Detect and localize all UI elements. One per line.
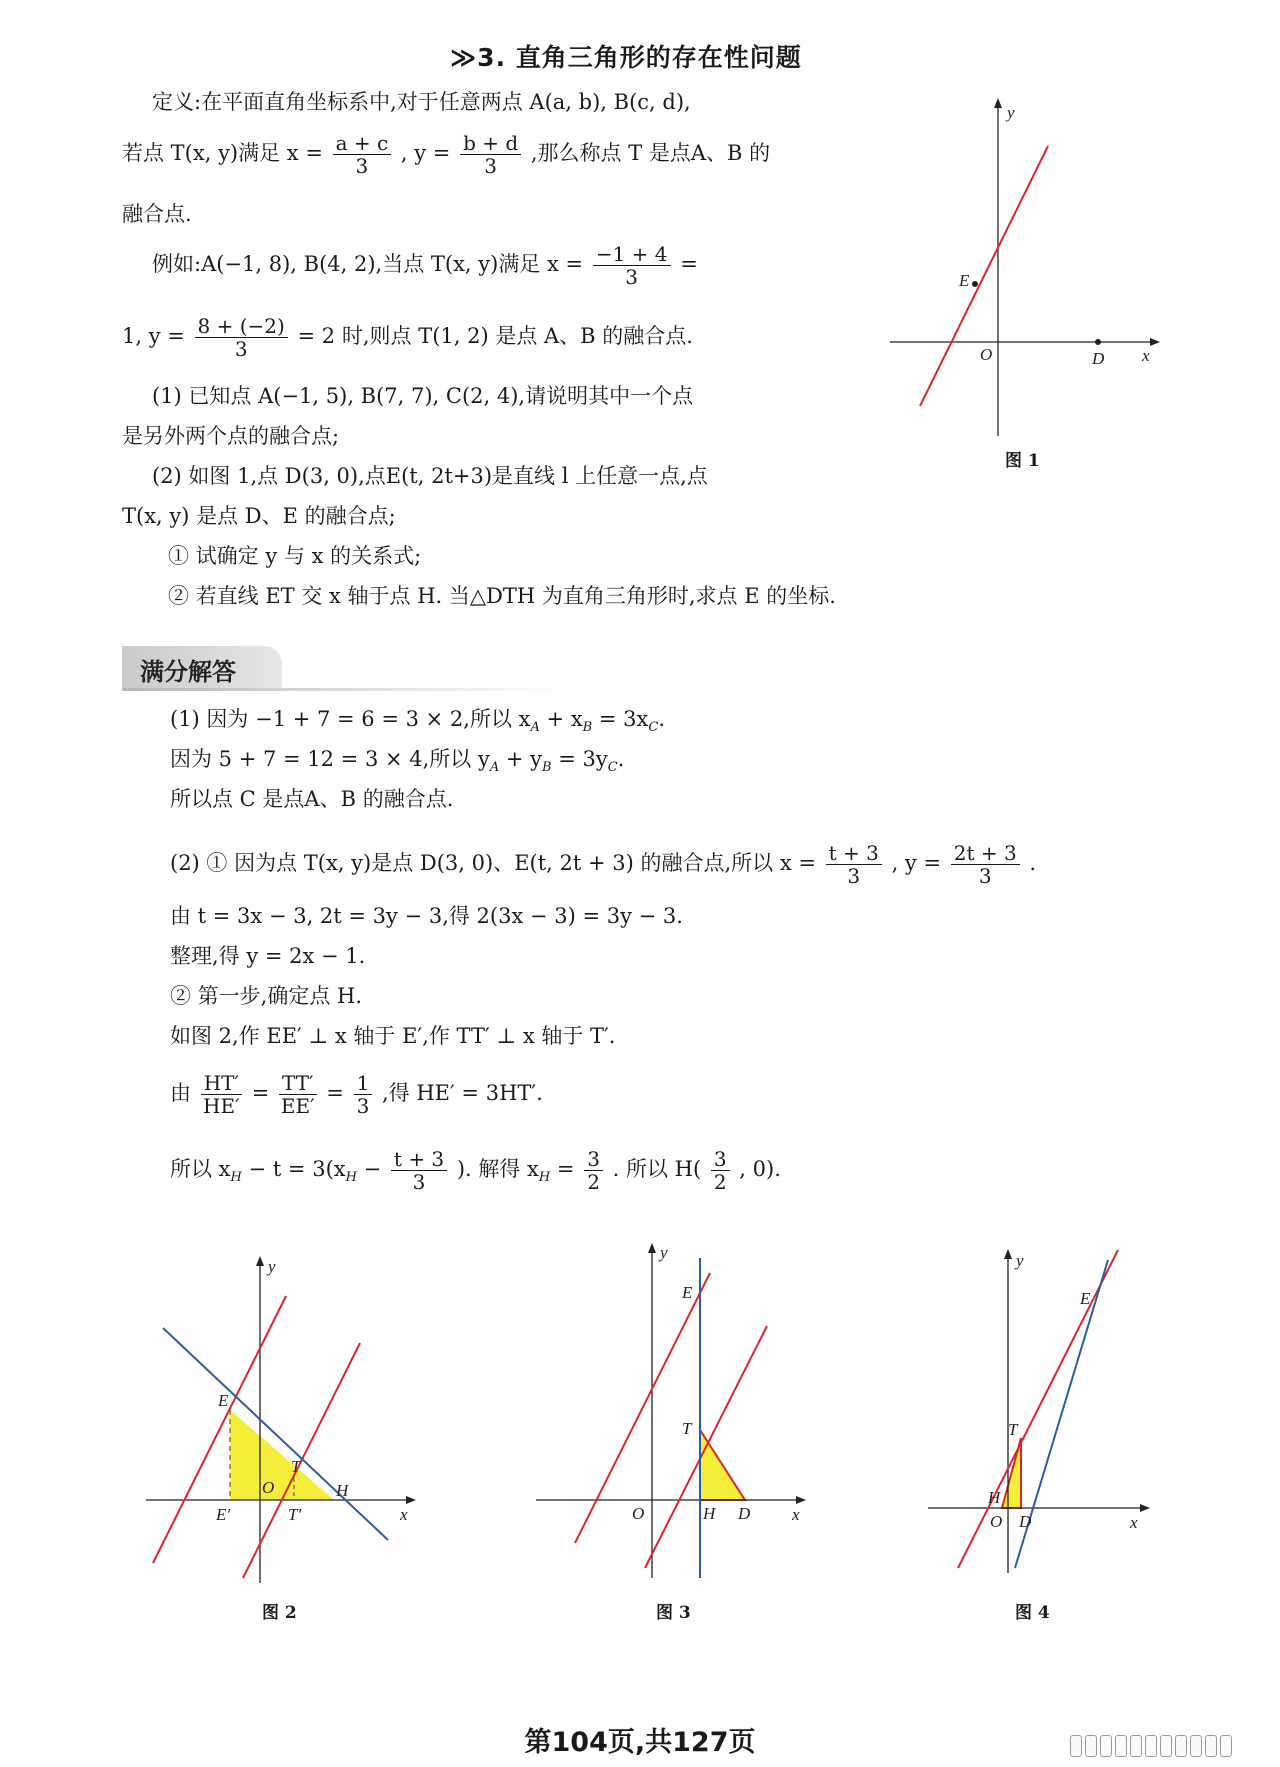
subscript: B bbox=[582, 720, 593, 735]
sol-text: = bbox=[326, 1081, 344, 1105]
subscript: C bbox=[648, 720, 659, 735]
frac-den: EE′ bbox=[280, 1094, 315, 1118]
definition-line-3: 融合点. bbox=[122, 202, 192, 226]
label-d: D bbox=[738, 1504, 751, 1523]
frac-den: HE′ bbox=[203, 1094, 240, 1118]
frac-num: a + c bbox=[333, 132, 392, 155]
label-t: T bbox=[291, 1457, 301, 1476]
subscript: H bbox=[230, 1170, 242, 1185]
red-line bbox=[958, 1250, 1118, 1568]
question-1-line-1: (1) 已知点 A(−1, 5), B(7, 7), C(2, 4),请说明其中一个点 bbox=[152, 384, 694, 408]
sol-text: ). 解得 x bbox=[456, 1157, 539, 1181]
frac-num: 2t + 3 bbox=[951, 842, 1020, 865]
subscript: H bbox=[345, 1170, 357, 1185]
frac-num: b + d bbox=[460, 132, 521, 155]
figure-2 bbox=[138, 1248, 438, 1598]
red-line-1 bbox=[575, 1273, 710, 1543]
sol-text: . bbox=[1029, 851, 1037, 875]
y-arrow bbox=[256, 1256, 264, 1266]
sol-text: − t = 3(x bbox=[241, 1157, 346, 1181]
sol-text: . 所以 H( bbox=[612, 1157, 702, 1181]
example-line-1 bbox=[152, 243, 698, 288]
frac-num: TT′ bbox=[279, 1072, 317, 1095]
question-2-line-2: T(x, y) 是点 D、E 的融合点; bbox=[122, 504, 396, 528]
page-footer: 第104页,共127页 bbox=[524, 1727, 756, 1758]
figure-1 bbox=[880, 96, 1170, 476]
frac-num: t + 3 bbox=[826, 842, 882, 865]
section-header: 满分解答 bbox=[140, 658, 236, 686]
y-arrow bbox=[1004, 1249, 1012, 1259]
label-x: x bbox=[1130, 1513, 1138, 1532]
subscript: C bbox=[607, 760, 618, 775]
def-text-b: , y = bbox=[400, 141, 451, 165]
label-o: O bbox=[632, 1504, 645, 1523]
label-x: x bbox=[792, 1505, 800, 1524]
line-l bbox=[920, 146, 1048, 406]
example-line-2 bbox=[122, 315, 693, 360]
sol-text: = 3x bbox=[592, 707, 649, 731]
label-e: E bbox=[1080, 1289, 1091, 1308]
point-e bbox=[972, 281, 978, 287]
fraction-a-plus-c bbox=[333, 132, 392, 177]
section-header-underline bbox=[122, 688, 562, 691]
fraction-three-halves bbox=[584, 1148, 603, 1193]
ex-text-d: = 2 时,则点 T(1, 2) 是点 A、B 的融合点. bbox=[297, 324, 693, 348]
figure-3-caption: 图 3 bbox=[656, 1603, 691, 1623]
frac-num: 1 bbox=[354, 1072, 373, 1095]
figure-3 bbox=[530, 1238, 820, 1593]
subscript: A bbox=[489, 760, 500, 775]
sol-text: (2) ① 因为点 T(x, y)是点 D(3, 0)、E(t, 2t + 3) 的融合点,所以 x = bbox=[170, 851, 816, 875]
figure-4-caption: 图 4 bbox=[1015, 1603, 1050, 1623]
fraction-one-third bbox=[354, 1072, 373, 1117]
solution-line-6: 整理,得 y = 2x − 1. bbox=[170, 944, 366, 968]
ex-text-c: 1, y = bbox=[122, 324, 185, 348]
solution-line-4 bbox=[170, 842, 1036, 887]
x-arrow bbox=[1140, 1504, 1150, 1512]
definition-line-2 bbox=[122, 132, 770, 177]
label-o: O bbox=[980, 345, 993, 364]
label-e: E bbox=[218, 1391, 229, 1410]
solution-line-1 bbox=[170, 705, 665, 742]
triangle-fill bbox=[230, 1410, 334, 1500]
frac-num: 8 + (−2) bbox=[195, 315, 288, 338]
triangle-dth bbox=[700, 1430, 745, 1500]
label-o: O bbox=[262, 1478, 275, 1497]
sol-text: (1) 因为 −1 + 7 = 6 = 3 × 2,所以 x bbox=[170, 707, 531, 731]
fraction-example-x bbox=[593, 243, 671, 288]
label-d: D bbox=[1092, 349, 1105, 368]
label-d: D bbox=[1019, 1512, 1032, 1531]
question-2-sub-2: ② 若直线 ET 交 x 轴于点 H. 当△DTH 为直角三角形时,求点 E 的坐标. bbox=[168, 584, 836, 608]
question-2-line-1: (2) 如图 1,点 D(3, 0),点E(t, 2t+3)是直线 l 上任意一点,点 bbox=[152, 464, 708, 488]
label-y: y bbox=[660, 1243, 668, 1262]
fraction-y bbox=[951, 842, 1020, 887]
sol-text: − bbox=[356, 1157, 382, 1181]
figure-4 bbox=[920, 1238, 1160, 1593]
frac-num: 3 bbox=[711, 1148, 730, 1171]
page-title: ≫3. 直角三角形的存在性问题 bbox=[450, 43, 802, 72]
sol-text: + x bbox=[539, 707, 583, 731]
frac-den: 3 bbox=[484, 154, 497, 178]
y-arrow bbox=[648, 1243, 656, 1253]
label-o: O bbox=[990, 1512, 1003, 1531]
frac-den: 3 bbox=[234, 337, 248, 361]
point-d bbox=[1095, 339, 1101, 345]
fraction-ht-he bbox=[201, 1072, 242, 1117]
sol-text: + y bbox=[499, 747, 543, 771]
subscript: H bbox=[538, 1170, 551, 1185]
label-x: x bbox=[400, 1505, 408, 1524]
sol-text: = 3y bbox=[551, 747, 608, 771]
frac-den: 2 bbox=[587, 1170, 600, 1194]
definition-line-1: 定义:在平面直角坐标系中,对于任意两点 A(a, b), B(c, d), bbox=[152, 90, 691, 114]
question-1-line-2: 是另外两个点的融合点; bbox=[122, 424, 340, 448]
ex-text-b: = bbox=[680, 252, 698, 276]
frac-den: 2 bbox=[713, 1170, 727, 1194]
label-h: H bbox=[988, 1488, 1001, 1507]
sol-text: . bbox=[658, 707, 666, 731]
y-arrow bbox=[994, 98, 1002, 108]
sol-text: , y = bbox=[891, 851, 942, 875]
solution-line-7: ② 第一步,确定点 H. bbox=[170, 984, 363, 1008]
question-2-sub-1: ① 试确定 y 与 x 的关系式; bbox=[168, 544, 422, 568]
sol-text: , 0). bbox=[739, 1157, 781, 1181]
label-t: T bbox=[1008, 1420, 1018, 1439]
label-y: y bbox=[1007, 103, 1015, 122]
frac-den: 3 bbox=[978, 864, 992, 888]
fraction-three-halves-2 bbox=[711, 1148, 730, 1193]
label-e: E bbox=[682, 1283, 693, 1302]
def-text-c: ,那么称点 T 是点A、B 的 bbox=[530, 141, 771, 165]
solution-line-10 bbox=[170, 1148, 781, 1193]
page-scroll-handle[interactable] bbox=[1070, 1735, 1260, 1755]
solution-line-9 bbox=[170, 1072, 543, 1117]
fraction-t-plus-3 bbox=[391, 1148, 447, 1193]
label-e: E bbox=[959, 271, 970, 290]
solution-line-8: 如图 2,作 EE′ ⊥ x 轴于 E′,作 TT′ ⊥ x 轴于 T′. bbox=[170, 1024, 616, 1048]
fraction-tt-ee bbox=[279, 1072, 317, 1117]
frac-num: 3 bbox=[584, 1148, 603, 1171]
red-line-2 bbox=[645, 1326, 767, 1568]
sol-text: ,得 HE′ = 3HT′. bbox=[382, 1081, 543, 1105]
label-y: y bbox=[268, 1257, 276, 1276]
label-x: x bbox=[1142, 346, 1150, 365]
frac-num: t + 3 bbox=[391, 1148, 447, 1171]
sol-text: = bbox=[251, 1081, 270, 1105]
sol-text: . bbox=[617, 747, 625, 771]
x-arrow bbox=[406, 1496, 416, 1504]
fraction-b-plus-d bbox=[460, 132, 521, 177]
sol-text: 由 bbox=[170, 1081, 191, 1105]
def-text-a: 若点 T(x, y)满足 x = bbox=[122, 141, 323, 165]
figure-1-caption: 图 1 bbox=[1005, 451, 1040, 471]
x-arrow bbox=[796, 1496, 806, 1504]
frac-den: 3 bbox=[412, 1170, 426, 1194]
x-arrow bbox=[1150, 338, 1160, 346]
frac-num: −1 + 4 bbox=[593, 243, 671, 266]
label-t: T bbox=[682, 1419, 692, 1438]
frac-den: 3 bbox=[356, 1094, 370, 1118]
fraction-example-y bbox=[195, 315, 288, 360]
frac-den: 3 bbox=[355, 154, 369, 178]
label-h: H bbox=[703, 1504, 716, 1523]
sol-text: 所以 x bbox=[170, 1157, 231, 1181]
subscript: B bbox=[542, 760, 552, 775]
ex-text-a: 例如:A(−1, 8), B(4, 2),当点 T(x, y)满足 x = bbox=[152, 252, 584, 276]
sol-text: 因为 5 + 7 = 12 = 3 × 4,所以 y bbox=[170, 747, 490, 771]
label-y: y bbox=[1016, 1251, 1024, 1270]
frac-den: 3 bbox=[847, 864, 861, 888]
sol-text: = bbox=[550, 1157, 575, 1181]
blue-line bbox=[163, 1328, 388, 1540]
figure-2-caption: 图 2 bbox=[262, 1603, 297, 1623]
subscript: A bbox=[530, 720, 540, 735]
fraction-x bbox=[826, 842, 882, 887]
label-e-prime: E′ bbox=[216, 1505, 231, 1524]
frac-num: HT′ bbox=[201, 1072, 242, 1095]
label-h: H bbox=[336, 1481, 349, 1500]
solution-line-2 bbox=[170, 745, 624, 782]
solution-line-5: 由 t = 3x − 3, 2t = 3y − 3,得 2(3x − 3) = 3y − 3. bbox=[170, 904, 683, 928]
label-t-prime: T′ bbox=[288, 1505, 302, 1524]
solution-line-3: 所以点 C 是点A、B 的融合点. bbox=[170, 787, 454, 811]
frac-den: 3 bbox=[625, 265, 639, 289]
